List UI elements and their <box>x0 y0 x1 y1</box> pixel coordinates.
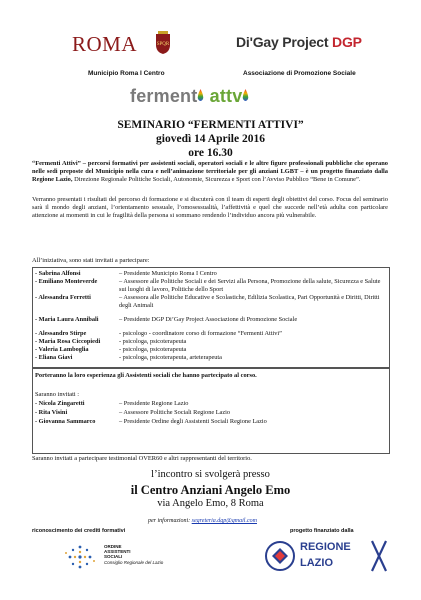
guests-box: - Sabrina Alfonsi – Presidente Municipio Roma I Centro - Emiliano Monteverde – Assessore alle Politiche Sociali e dei Servizi alla Persona, Promozione della salute, Sicurezza e Salute sui luoghi di lavoro, Politiche dello Sport - Alessandra Ferretti – Assessora alle Politiche Educative e Scolastiche, Edilizia Scolastica, Pari Opportunità e Diritti, Diritti degli Animali - Maria Laura Annibali – Presidente DGP Di’Gay Project Associazione di Promozione Sociale - Alessandro Stirpe - psicologo - coordinatore corso di formazione “Fermenti Attivi” - Maria Rosa Ciccopiedi - psicologa, psicoterapeuta - Valeria Lamboglia - psicologa, psicoterapeuta - Eliana Giavi - psicologa, psicoterapeuta, arteterapeuta <box>32 267 390 368</box>
lazio-label: LAZIO <box>300 557 333 569</box>
venue-name: il Centro Anziani Angelo Emo <box>130 483 291 497</box>
experience-box: Porteranno la loro esperienza gli Assistenti sociali che hanno partecipato al corso. Saranno invitati : - Nicola Zingaretti – Presidente Regione Lazio - Rita Visini – Assessore Politiche Sociali Regione Lazio - Giovanna Sammarco – Presidente Ordine degli Assistenti Sociali Regione Lazio <box>32 368 390 454</box>
venue-intro: l’incontro si svolgerà presso <box>151 469 270 480</box>
municipio-caption: Municipio Roma I Centro <box>88 70 165 77</box>
credits-caption: riconoscimento dei crediti formativi <box>32 528 126 534</box>
roma-crest-icon <box>154 31 172 55</box>
fermenti-attivi-logo: ferment attv <box>130 86 249 107</box>
info-line <box>148 518 257 524</box>
venue-address: via Angelo Emo, 8 Roma <box>157 498 264 509</box>
rainbow-drop-icon <box>242 89 249 103</box>
roma-logo: ROMA <box>72 32 138 56</box>
svg-text:SPQR: SPQR <box>156 42 170 47</box>
experience-text: Porteranno la loro esperienza gli Assistenti sociali che hanno partecipato al corso. <box>35 372 257 379</box>
intro-paragraph: “Fermenti Attivi” – percorsi formativi per assistenti sociali, operatori sociali e le altre figure professionali pubbliche che operano nelle sedi preposte del Municipio nella cura e nell’animazione territoriale per gli anziani LGBT – è un progetto finanziato dalla Regione Lazio, Direzione Regionale Politiche Sociali, Autonomie, Sicurezza e Sport con l’Avviso Pubblico “Bene in Comune”. <box>32 160 388 184</box>
info-label: per informazioni: <box>148 518 192 524</box>
regione-label: REGIONE <box>300 541 351 553</box>
order-social-workers-text: ORDINE ASSISTENTI SOCIALI Consiglio Regionale del Lazio <box>104 544 164 565</box>
project-caption: progetto finanziato dalla <box>290 528 354 534</box>
seminar-title <box>0 118 421 160</box>
invited-intro: All’iniziativa, sono stati invitati a partecipare: <box>32 257 150 264</box>
email-link[interactable]: segreteria.dgp@gmail.com <box>191 518 257 524</box>
invited-label: Saranno invitati : <box>35 391 80 398</box>
closing-text: Saranno invitati a partecipare testimonial OVER60 e altri rappresentanti del territorio. <box>32 455 252 462</box>
title-time: ore 16.30 <box>188 147 233 159</box>
digay-project-logo: Di'Gay Project DGP <box>236 34 362 50</box>
description-paragraph: Verranno presentati i risultati del percorso di formazione e si discuterà con il team di esperti degli obiettivi del corso. Focus del seminario sarà il mondo degli anziani, l’orientamento sessuale, l’omosessualità, l’affettività e quel che succede nell’età adulta con particolare attenzione ai momenti in cui le fragilità della persona si sommano rendendo l’individuo ancora più vulnerabile. <box>32 196 388 220</box>
title-date: giovedì 14 Aprile 2016 <box>156 133 265 145</box>
association-caption: Associazione di Promozione Sociale <box>243 70 356 77</box>
title-line: SEMINARIO “FERMENTI ATTIVI” <box>117 119 304 131</box>
order-social-workers-logo-icon <box>60 541 100 573</box>
